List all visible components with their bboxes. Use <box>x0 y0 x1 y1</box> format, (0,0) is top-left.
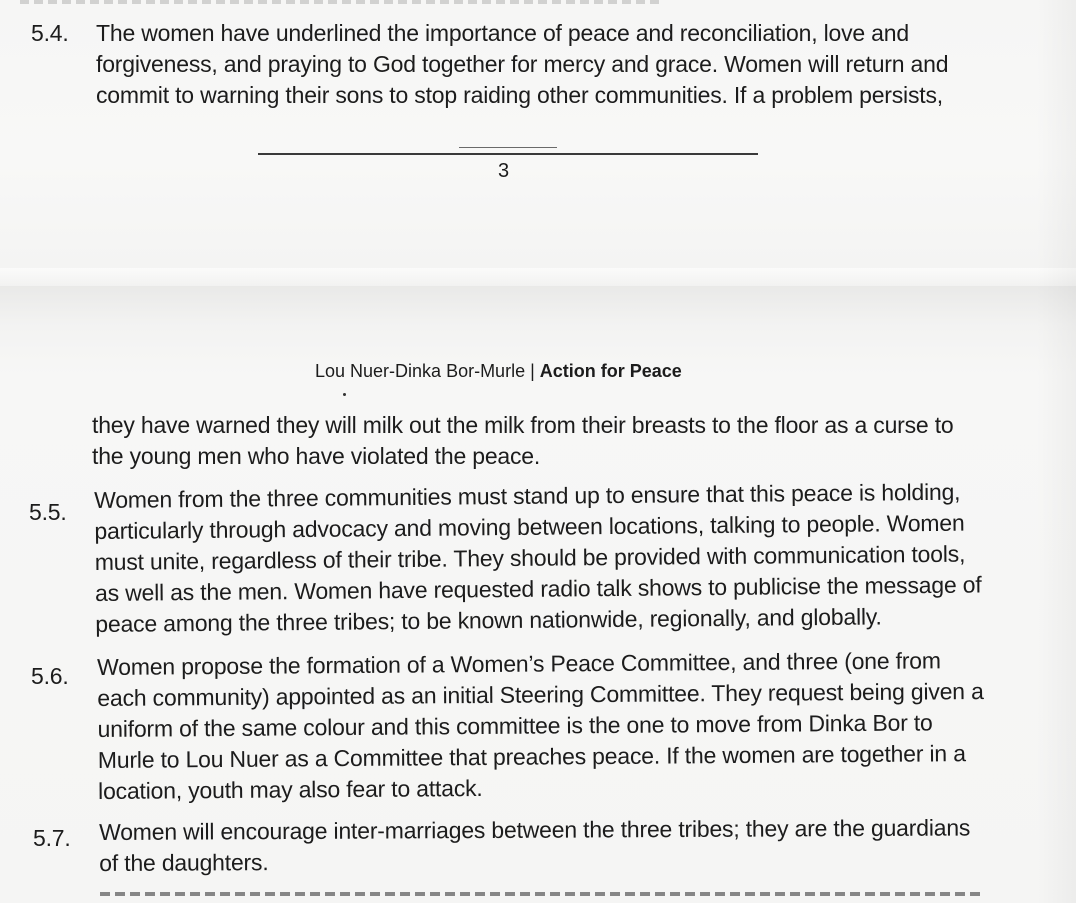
bottom-page <box>0 286 1076 903</box>
paragraph-line: of the daughters. <box>99 849 269 876</box>
paragraph-line: they have warned they will milk out the milk from their breasts to the floor as a curse to <box>92 412 954 438</box>
cut-off-next-line <box>100 882 980 903</box>
paragraph-line: uniform of the same colour and this committee is the one to move from Dinka Bor to <box>97 709 933 742</box>
cut-off-text-glyphs <box>100 892 980 896</box>
scan-speck <box>343 393 346 396</box>
paragraph-line: as well as the men. Women have requested radio talk shows to publicise the message of <box>94 571 982 606</box>
paragraph-line: peace among the three tribes; to be known nationwide, regionally, and globally. <box>95 603 882 637</box>
page-number: 3 <box>498 160 510 182</box>
continuation-paragraph <box>92 410 954 472</box>
paragraph-5-4 <box>96 18 948 111</box>
paragraph-5-6 <box>97 645 984 807</box>
paragraph-line: Murle to Lou Nuer as a Committee that preaches peace. If the women are together in a <box>97 740 966 773</box>
paragraph-line: Women from the three communities must stand up to ensure that this peace is holding, <box>94 478 961 513</box>
paragraph-5-5 <box>94 476 982 640</box>
paragraph-line: must unite, regardless of their tribe. They should be provided with communication tools, <box>94 540 966 575</box>
top-page <box>0 0 1076 268</box>
page-gap <box>0 268 1076 286</box>
paragraph-number-5-6: 5.6. <box>31 663 69 689</box>
paragraph-line: forgiveness, and praying to God together for mercy and grace. Women will return and <box>96 51 949 77</box>
paragraph-number-5-4: 5.4. <box>31 20 69 46</box>
header-title: Action for Peace <box>539 361 682 381</box>
footer-rule <box>258 153 758 155</box>
paragraph-5-7 <box>99 812 970 879</box>
footer-short-rule <box>459 147 557 148</box>
paragraph-line: the young men who have violated the peace. <box>92 443 541 469</box>
paragraph-line: location, youth may also fear to attack. <box>97 774 483 804</box>
running-header <box>315 360 682 382</box>
paragraph-line: each community) appointed as an initial Steering Committee. They request being given a <box>97 678 984 711</box>
paragraph-line: commit to warning their sons to stop raiding other communities. If a problem persists, <box>96 82 943 108</box>
paragraph-line: Women propose the formation of a Women’s Peace Committee, and three (one from <box>97 647 941 680</box>
paragraph-number-5-5: 5.5. <box>29 499 67 525</box>
header-prefix: Lou Nuer-Dinka Bor-Murle | <box>315 361 535 381</box>
cut-off-text-line <box>20 0 660 4</box>
paragraph-line: The women have underlined the importance of peace and reconciliation, love and <box>96 20 909 46</box>
paragraph-line: particularly through advocacy and moving between locations, talking to people. Women <box>94 509 965 544</box>
paragraph-line: Women will encourage inter-marriages between the three tribes; they are the guardians <box>99 814 971 845</box>
paragraph-number-5-7: 5.7. <box>33 825 71 851</box>
